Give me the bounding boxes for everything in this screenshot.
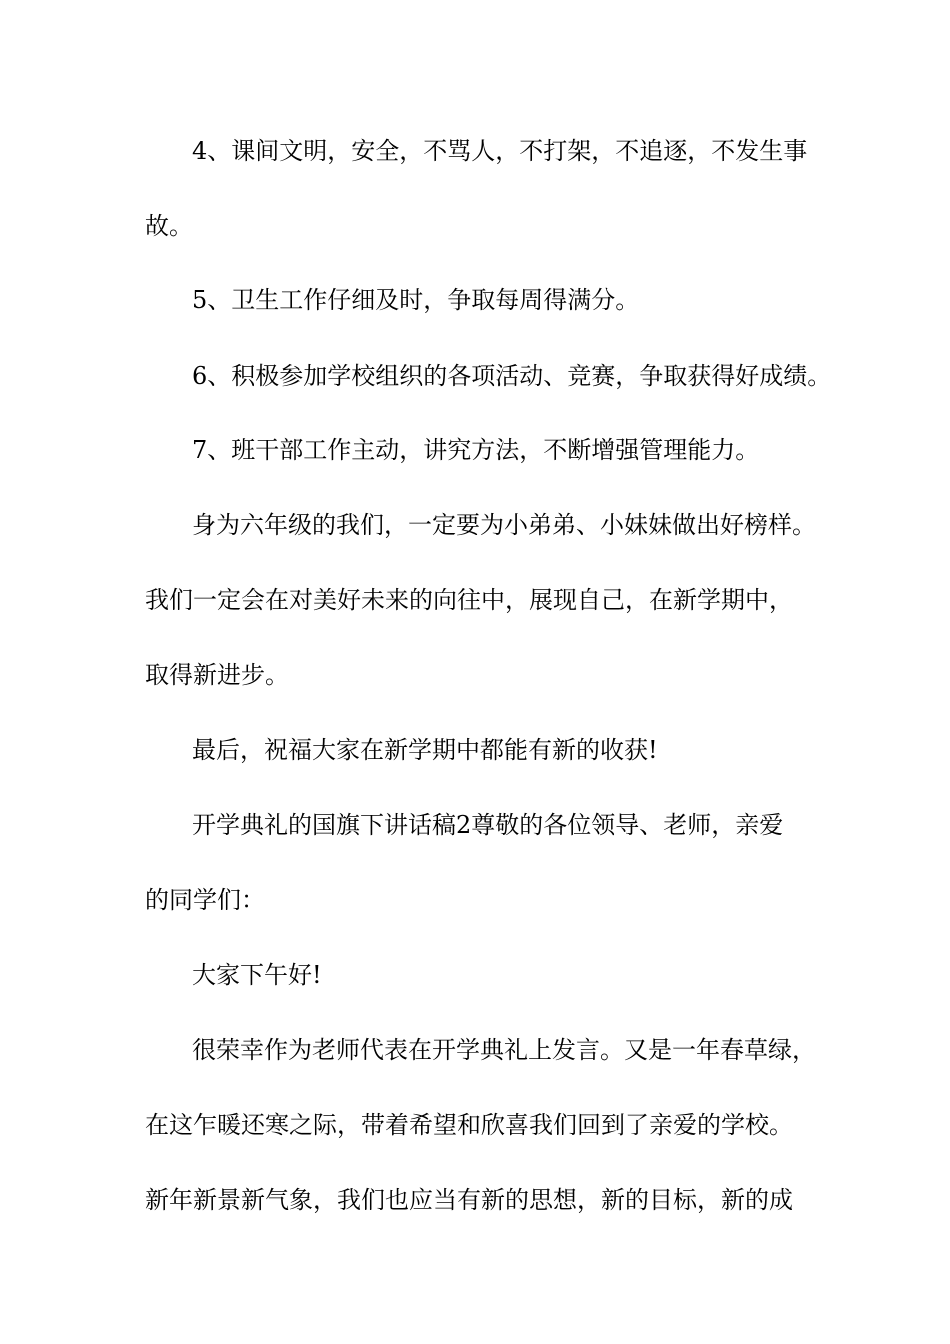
text-line: 4、课间文明，安全，不骂人，不打架，不追逐，不发生事 (192, 137, 808, 165)
text-line: 大家下午好! (192, 961, 322, 989)
text-line: 我们一定会在对美好未来的向往中，展现自己，在新学期中， (145, 586, 793, 614)
text-line: 开学典礼的国旗下讲话稿2尊敬的各位领导、老师，亲爱 (192, 811, 784, 839)
text-line: 身为六年级的我们，一定要为小弟弟、小妹妹做出好榜样。 (192, 511, 816, 539)
text-line: 的同学们： (145, 886, 265, 914)
text-line: 故。 (145, 212, 193, 240)
text-line: 最后，祝福大家在新学期中都能有新的收获! (192, 736, 658, 764)
text-line: 新年新景新气象，我们也应当有新的思想，新的目标，新的成 (145, 1186, 793, 1214)
text-line: 很荣幸作为老师代表在开学典礼上发言。又是一年春草绿， (192, 1036, 816, 1064)
text-line: 取得新进步。 (145, 661, 289, 689)
text-line: 6、积极参加学校组织的各项活动、竞赛，争取获得好成绩。 (192, 362, 832, 390)
text-line: 5、卫生工作仔细及时，争取每周得满分。 (192, 286, 640, 314)
text-line: 7、班干部工作主动，讲究方法，不断增强管理能力。 (192, 436, 760, 464)
text-line: 在这乍暖还寒之际，带着希望和欣喜我们回到了亲爱的学校。 (145, 1111, 793, 1139)
